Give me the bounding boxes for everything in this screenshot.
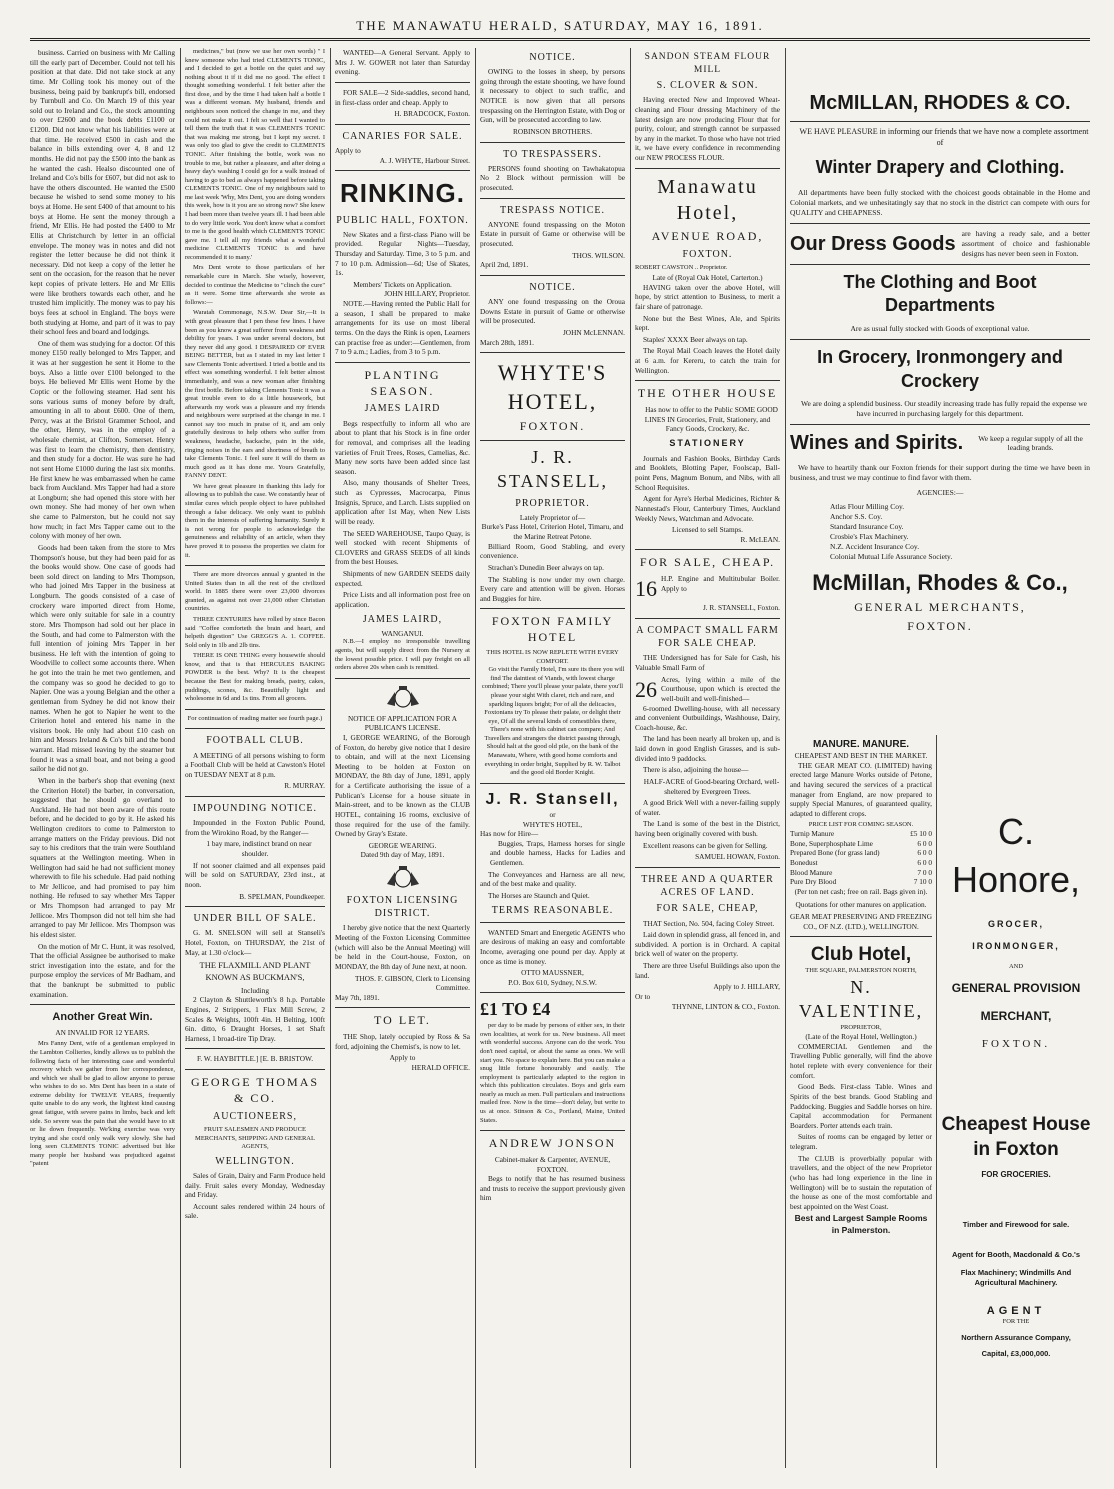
manawatu-none: None but the Best Wines, Ale, and Spirits kept.	[635, 313, 780, 333]
club-hotel-title: Club Hotel,	[810, 944, 912, 966]
jr-horses: The Horses are Staunch and Quiet.	[488, 890, 590, 900]
licensing-text: I hereby give notice that the next Quarterly Meeting of the Foxton Licensing Committee (which will also be the Annual Meeting) will be held in the Court-house, Foxton, on MONDAY, the 8th day of June next, at noon.	[335, 923, 470, 971]
honore-agent2: AGENT	[986, 1304, 1046, 1317]
sandon-sub: S. CLOVER & SON.	[656, 80, 759, 92]
land-section: THAT Section, No. 504, facing Coley Street.	[643, 918, 775, 928]
price-row: Bone, Superphosphate Lime 6 0 0	[790, 838, 932, 848]
stansell-proprietor: PROPRIETOR.	[515, 497, 590, 509]
mcmillan-grocery: In Grocery, Ironmongery and Crockery	[817, 346, 1063, 391]
coat-of-arms-icon	[383, 684, 423, 710]
manure-note: (Per ton net cash; free on rail. Bags given in).	[794, 886, 928, 896]
impound-title: IMPOUNDING NOTICE.	[192, 803, 318, 815]
sale-list: 2 Clayton & Shuttleworth's 8 h.p. Portable Engines, 2 Strippers, 1 Flax Mill Screw, 2 Scales & Weights, 100ft 4in. H Belting, 100ft 6in. ditto, 6 Draught Horses, 1 set Shaft Harness, 1 broad-tire Tip Dray.	[185, 995, 325, 1043]
divorce-note: There are more divorces annual y granted in the United States than in all the rest of the civilized world. In 1885 there were over 23,000 divorces granted, as against not over 21,000 other Christian countries.	[185, 571, 325, 613]
rinking-sign: JOHN HILLARY, Proprietor.	[384, 289, 470, 299]
mcmillan-dress-text: are having a ready sale, and a better assortment of choice and fashionable designs has never been seen in Foxton.	[961, 228, 1090, 258]
stansell-name: J. R. STANSELL,	[496, 447, 609, 491]
mcmillan-thank: We have to heartily thank our Foxton friends for their support during the time we have been in business, and trust we may continue to find favor with them.	[790, 462, 1090, 482]
canaries-sign: A. J. WHYTE, Harbour Street.	[379, 155, 470, 165]
price-row: Pure Dry Blood 7 10 0	[790, 877, 932, 887]
farm-land: The land has been nearly all broken up, and is laid down in good English Grasses, and is sub-divided into 9 paddocks.	[635, 734, 780, 763]
engine-forsale-title: FOR SALE, CHEAP.	[639, 555, 776, 570]
sale-title: UNDER BILL OF SALE.	[193, 913, 317, 925]
manawatu-place: FOXTON.	[682, 249, 733, 261]
mcmillan-wines-text: We keep a regular supply of all the leading brands.	[978, 433, 1083, 453]
jr-hotel: WHYTE'S HOTEL,	[522, 819, 583, 829]
mcmillan-grocery-text: We are doing a splendid business. Our steadily increasing trade has fully repaid the expense we have incurred in purchasing largely for this department.	[801, 399, 1087, 419]
garden-text: Shipments of new GARDEN SEEDS daily expected.	[335, 569, 470, 588]
rinking-hall: PUBLIC HALL, FOXTON.	[336, 214, 469, 226]
notice-title: NOTICE.	[529, 52, 576, 63]
family-hotel-poem: Go visit the Family Hotel, I'm sure its there you will find The daintiest of Viands, with lowest charge combined; There you'll please your palate, there you'll please your sight With claret, rich and rare, and sparkling liquors bright; For of all the delicacies, Foxtonians try To please their palate, or delight their eye, Of all the several kinds of comestibles there, There's none with his cabinet can compare; And Travellers and strangers the district passing through, Should halt at the good old pile, on the bank of the Manawatu, Where, with good home comforts and everything in order bright, Supplied by R. W. Talbot and the good old Border Knight.	[481, 666, 625, 777]
club-square: THE SQUARE, PALMERSTON NORTH,	[805, 967, 917, 975]
laird-text2: Also, many thousands of Shelter Trees, such as Cypresses, Macrocarpa, Pinus Insignis, Spruce, and Larch. Lists supplied on application after 1st May, when New Lists will be ready.	[335, 478, 470, 526]
trespass-notice-title: TRESPASS NOTICE.	[499, 204, 606, 216]
tolet-title: TO LET.	[374, 1013, 431, 1028]
column-5	[635, 48, 780, 1473]
rinking-tickets: Members' Tickets on Application.	[353, 279, 452, 289]
mcmillan-agencies-list	[790, 502, 1090, 561]
notice-text: OWING to the losses in sheep, by persons going through the estate shooting, we have found it necessary to object to such traffic, and NOTICE is now given that all persons trespassing on the Herrington Estate, with Dog or Gun, will be prosecuted according to law.	[480, 67, 625, 125]
article-paragraph: Goods had been taken from the store to Mrs Thompson's house, but they had been paid for as the books would show. One case of goods had been sold direct on landing to Mrs Thompson, who had joined Mrs Tapper in the business at Longburn. The goods consisted of a case of crockery ware imported direct from Home, which were only suitable for sale in a country store. Mrs Thompson had sold out her place in the South, and had come to Palmerston with the full intention of joining Mrs Tapper in her business. He left with the intention of going to Woodville to collect some accounts there. When he got into the train he met two gentlemen, and the company was so good he decided to go to Napier. One was a young Belgian and the other a gentleman from Sydney he did not know their names. When he got to Napier he went to the Criterion hotel and entered his name in the visitors book. He only had about £10 cash on him and Messrs Ireland & Co's bill and the bond warrant. Had missed leaving by the steamer but found it was a small boat, and not being a good sailor he did not go.	[30, 542, 175, 774]
club-proprietor-name: N. VALENTINE,	[798, 977, 924, 1021]
mcmillan-dress: Our Dress Goods	[790, 232, 956, 255]
jr-hire: Has now for Hire—	[480, 829, 539, 839]
andrew-name: ANDREW JONSON	[488, 1136, 617, 1151]
article-paragraph: We have great pleasure in thanking this lady for allowing us to publish the case. We constantly hear of similar cures which people object to have published through a false delicacy. We only want to publish them in the interests of suffering humanity. Surely it is not wrong for people to acknowledge the genuineness and reliability of an article, when they have proved it to possess the properties we claim for it.	[185, 482, 325, 559]
manure-price-table	[790, 829, 932, 887]
club-text: COMMERCIAL Gentlemen and the Travelling Public generally, will find the above hotel replete with every convenience for their comfort.	[790, 1041, 932, 1080]
mcmillan-footer-name: McMillan, Rhodes & Co.,	[812, 569, 1068, 595]
article-paragraph: Mrs Dent wrote to those particulars of her remarkable cure in March. She wisely, however, decided to continue the Medicine to "clinch the cure" as it were. Some time afterwards she wrote as follows:—	[185, 264, 325, 306]
land-thynne: THYNNE, LINTON & CO., Foxton.	[671, 1001, 780, 1011]
agency-item: Standard Insurance Coy.	[830, 522, 904, 532]
honore-ad	[941, 738, 1091, 1468]
column-4	[480, 48, 625, 1473]
agency-item: N.Z. Accident Insurance Coy.	[830, 541, 920, 551]
stationery-sign: R. McLEAN.	[740, 534, 780, 544]
laird-name-2: JAMES LAIRD,	[362, 613, 443, 625]
family-hotel-title: FOXTON FAMILY HOTEL	[491, 614, 614, 645]
baking-note: THERE IS ONE THING every housewife should know, and that is that HERCULES BAKING POWDER is the best. Why? It is the cheapest because the Best for making breads, pastry, cakes, puddings, scones, &c. Beautifully light and wholesome in 6d and 1s tins. From all grocers.	[185, 652, 325, 703]
impound-text: Impounded in the Foxton Public Pound, from the Wirokino Road, by the Ranger—	[185, 818, 325, 837]
honore-forthe: FOR THE	[1002, 1318, 1030, 1326]
farm-reasons: Excellent reasons can be given for Selling.	[643, 840, 768, 850]
article-paragraph: business. Carried on business with Mr Calling till the early part of December. Could not tell his position at that date. Did not take stock at any time. Mr Colling took his money out of the business, being paid by bankrupt's bill, endorsed by Turnbull and Co. On March 19 of this year sold out to Ireland and Co., the stock amounting to over £2600 and the book debts £1100 or £1200. Did not know what his liabilities were at that time. He received £500 in cash and the balance in bills extending over 4, 8 and 12 months. He did not pay the £500 into the bank as he wanted the cash. Healso discounted one of Ireland and Co's bills for £607, but did not ask to have the others discounted. He wanted the £500 because he wished to send some money to his boys at Home. He sent £400 of that amount to his boys at Home. He sent the money through a friend, Mr Ellis. He had posted the £400 to Mr Ellis at Christchurch by letter in an official envelope. The money was in notes and did not register the letter because he did not think it necessary. Did not keep a copy of the letter he sent on the occasion, for the reason that he never kept copies of private letters. He and Mr Ellis were like brothers towards each other, and he trusted him implicitly. The money was to pay his boys fees at school in England. The boys were both studying at Home, and part of it was to pay their school fees and board and lodgings.	[30, 48, 175, 337]
stationery-title: STATIONERY	[669, 437, 746, 448]
coat-of-arms-icon	[383, 864, 423, 890]
rinking-note: NOTE.—Having rented the Public Hall for a season, I shall be prepared to make arrangements for its use on most liberal terms. On the days the Rink is open, Learners can practise free as under:—Gentlemen, from 7 to 9 a.m.; Ladies, from 3 to 5 p.m.	[335, 299, 470, 357]
notice-pub-text: I, GEORGE WEARING, of the Borough of Foxton, do hereby give notice that I desire to obtain, and will at the next Licensing Meeting to be holden at Foxton on MONDAY, the 8th day of June, 1891, apply for a Certificate authorising the issue of a Publican's License for a house situate in Main-street, and to be known as the CLUB HOTEL, containing 16 rooms, exclusive of those required for the use of the family. Owned by Gray's Estate.	[335, 732, 470, 839]
column-3	[335, 48, 470, 1473]
agency-item: Colonial Mutual Life Assurance Society.	[830, 551, 953, 561]
jr-conveyances: The Conveyances and Harness are all new, and of the best make and quality.	[480, 869, 625, 889]
price-row: Prepared Bone (for grass land) 6 0 0	[790, 848, 932, 858]
notice-pub-sign: GEORGE WEARING.	[368, 840, 437, 850]
land-apply: Apply to J. HILLARY,	[713, 982, 780, 992]
mcmillan-clothing: The Clothing and Boot Departments	[843, 271, 1037, 316]
stansell-strachan: Strachan's Dunedin Beer always on tap.	[488, 562, 605, 572]
club-late: (Late of the Royal Hotel, Wellington.)	[805, 1032, 917, 1042]
andrew-text: Begs to notify that he has resumed business and trusts to receive the support previously given him	[480, 1174, 625, 1203]
notice-pub-title: NOTICE OF APPLICATION FOR A PUBLICAN'S LICENSE.	[347, 713, 458, 733]
article-paragraph: One of them was studying for a doctor. Of this money £150 really belonged to Mrs Tapper, and it was at her suggestion he sent it Home to the boys. Also a little over £100 belonged to the boys. He believed Mr Ellis went Home by the Coptic or the following steamer. Had sent his sons various sums of money before by draft, amounting in all to about £600. One of them, Percy, was at the Bristol Grammer School, and the other, Henry, was in the employ of a wholesale chemist, at Clifton, Somerset. Henry was first to learn the chemistry, then dentistry, and then study for a doctor. He was sure he had not sent Home £1000 during the last six months. He first knew he was embarrassed when he came back from Auckland. Mrs Tapper had had a store at Longburn; she had opened this store with her own money. She had money of her own when she came to Palmerston, but he could not say how much; in fact Mrs Tapper came out to the colony with money of her own.	[30, 338, 175, 541]
club-text3: Suites of rooms can be engaged by letter or telegram.	[790, 1132, 932, 1151]
other-house-title: THE OTHER HOUSE	[637, 386, 778, 401]
column-1	[30, 48, 175, 1473]
column-2	[185, 48, 325, 1473]
column-rule	[330, 48, 331, 1468]
tolet-apply: Apply to	[389, 1053, 416, 1063]
price-row: Bonedust 6 0 0	[790, 858, 932, 868]
trespass-notice-sign: THOS. WILSON.	[572, 250, 625, 260]
stationery-agent: Agent for Ayre's Herbal Medicines, Richter & Nannestad's Flour, Canterbury Times, Auckland Weekly News, Watchman and Advocate.	[635, 494, 780, 523]
notice2-text: ANY one found trespassing on the Oroua Downs Estate in pursuit of Game or otherwise will be prosecuted.	[480, 297, 625, 326]
agency-item: Atlas Flour Milling Coy.	[830, 502, 905, 512]
coffee-note: THREE CENTURIES have rolled by since Bacon said "Coffee comforteth the brain and heart, and helpeth digestion" Use GREGG'S A. 1. COFFEE. Sold only in 1lb and 2lb tins.	[185, 616, 325, 649]
honore-name: C. Honore,	[951, 811, 1081, 900]
honore-capital: Capital, £3,000,000.	[981, 1348, 1051, 1358]
land-forsale: FOR SALE, CHEAP,	[656, 903, 759, 915]
manawatu-having: HAVING taken over the above Hotel, will hope, by strict attention to Business, to merit a fair share of patronage.	[635, 282, 780, 311]
trespass-notice-date: April 2nd, 1891.	[480, 260, 529, 270]
continuation-note: For continuation of reading matter see fourth page.)	[187, 714, 323, 722]
honore-iron: IRONMONGER,	[972, 940, 1060, 951]
honore-foxton: FOXTON.	[981, 1038, 1051, 1051]
mcmillan-ad	[790, 48, 1090, 728]
stansell-billiard: Billiard Room, Good Stabling, and every convenience.	[480, 541, 625, 561]
perday-text: per day to be made by persons of either sex, in their own localities, at work for us. New business. All meet with wonderful success. Anyone can do the work. You don't need capital, or about the same as ones. We will start you. No space to explain here. But you can make a snug little fortune honourably and easily. The employment is particularly adapted to the region in which this publication circulates. Boys and girls earn nearly as much as men. Full particulars and instructions mailed free. Now is the time—don't delay, but write to us at once. Stinson & Co., Portland, Maine, United States.	[480, 1022, 625, 1124]
farm-text: THE Undersigned has for Sale for Cash, his Valuable Small Farm of	[635, 653, 780, 672]
honore-for: FOR GROCERIES.	[981, 1169, 1051, 1179]
jr-hire-list: Buggies, Traps, Harness horses for single and double harness, Hacks for Ladies and Gentlemen.	[490, 838, 625, 868]
notice-pub-date: Dated 9th day of May, 1891.	[360, 850, 445, 860]
maussner-name: OTTO MAUSSNER,	[521, 968, 584, 978]
andrew-sub: Cabinet-maker & Carpenter, AVENUE, FOXTON.	[494, 1154, 611, 1174]
thomas-sub: AUCTIONEERS,	[213, 1110, 297, 1122]
notice2-date: March 28th, 1891.	[480, 337, 534, 347]
mcmillan-departments: All departments have been fully stocked with the choicest goods obtainable in the Home and Colonial markets, and we unhesitatingly say that no stock in the district can compete with ours for QUALITY and CHEAPNESS.	[790, 188, 1090, 218]
thomas-line: FRUIT SALESMEN AND PRODUCE MERCHANTS, SHIPPING AND GENERAL AGENTS,	[195, 1125, 315, 1151]
manawatu-hotel-title: Manawatu Hotel,	[657, 175, 758, 225]
forsale-sign: H. BRADCOCK, Foxton.	[394, 109, 470, 119]
maussner-box: P.O. Box 610, Sydney, N.S.W.	[508, 977, 597, 987]
farm-acres-text: Acres, lying within a mile of the Courthouse, upon which is erected the well-built and well-finished—	[661, 674, 780, 703]
other-house-text: Has now to offer to the Public SOME GOOD LINES IN Groceries, Fruit, Stationery, and Fancy Goods, Crockery, &c.	[644, 405, 778, 434]
honore-timber: Timber and Firewood for sale.	[962, 1220, 1070, 1230]
jr-terms: TERMS REASONABLE.	[491, 904, 614, 916]
manawatu-late: Late of (Royal Oak Hotel, Carterton.)	[652, 273, 763, 282]
laird-nb: N.B.—I employ no irresponsible travelling agents, but will supply direct from the Nursery at the lowest possible price. I will pay freight on all orders above 20s when cash is remitted.	[335, 638, 470, 672]
impound-sign: B. SPELMAN, Poundkeeper.	[239, 891, 325, 901]
honore-cheapest: Cheapest House in Foxton	[941, 1113, 1091, 1160]
seed-text: The SEED WAREHOUSE, Taupo Quay, is well stocked with recent Shipments of CLOVERS and GRASS SEEDS of all kinds from the best Houses.	[335, 528, 470, 567]
mcmillan-winter: Winter Drapery and Clothing.	[815, 157, 1065, 178]
manure-title: MANURE. MANURE.	[812, 739, 910, 750]
licensing-title: FOXTON LICENSING DISTRICT.	[346, 895, 459, 920]
land-buildings: There are three Useful Buildings also upon the land.	[635, 961, 780, 980]
column-rule	[785, 48, 786, 1468]
agency-item: Anchor S.S. Coy.	[830, 512, 883, 522]
engine-text: H.P. Engine and Multitubular Boiler. Apply to	[661, 574, 780, 593]
article-paragraph: medicines," but (now we use her own words) " I knew someone who had tried CLEMENTS TONIC, and I decided to get a bottle on the quiet and say nothing about it if it did me no good. The effect I thought something wonderful. I felt better after the first dose, and by the time I had taken half a bottle I was a different woman. My husband, friends and neighbours soon noticed the change in me, and they could not make it out. I felt so well that I wanted to tell them the truth that it was CLEMENTS TONIC that was making me strong, but I kept my secret. I was only too glad to give the credit to CLEMENTS TONIC. After finishing the bottle, work was no trouble to me, but rather a pleasure, and after doing a heavy day's washing I could go for a walk instead of having to go to bed as always happened before taking CLEMENTS TONIC. One of my neighbours said to me last week 'Why, Mrs Dent, you are doing wonders this week, how is it you are so strong now? She knew I had been more than twelve years ill. I had been able to do very little work. You don't know what a comfort to me is the good health which CLEMENTS TONIC gave me. I tell all my friends what a wonderful medicine CLEMENTS TONIC is and have recommended it to many.'	[185, 48, 325, 261]
farm-sign: SAMUEL HOWAN, Foxton.	[695, 852, 780, 862]
price-row: Blood Manure 7 0 0	[790, 867, 932, 877]
licensing-sign: THOS. F. GIBSON, Clerk to Licensing Committee.	[355, 973, 470, 993]
laird-place: WANGANUI.	[381, 628, 424, 638]
manawatu-staples: Staples' XXXX Beer always on tap.	[643, 334, 748, 344]
stansell-burke: Burke's Pass Hotel, Criterion Hotel, Timaru, and the Marine Retreat Petone.	[481, 522, 624, 542]
honore-agent: Agent for Booth, Macdonald & Co.'s	[951, 1250, 1081, 1260]
canaries-title: CANARIES FOR SALE.	[342, 130, 463, 142]
manure-club-column	[790, 738, 932, 1468]
whyte-hotel-title: WHYTE'S HOTEL,	[497, 360, 608, 415]
trespassers-title: TO TRESPASSERS.	[503, 148, 602, 160]
story-subtitle: AN INVALID FOR 12 YEARS.	[55, 1027, 150, 1037]
stansell-stabling: The Stabling is now under my own charge. Every care and attention will be given. Horses and Buggies for hire.	[480, 574, 625, 603]
trespass-notice-text: ANYONE found trespassing on the Moton Estate in pursuit of Game or otherwise will be prosecuted.	[480, 219, 625, 249]
mcmillan-title: McMILLAN, RHODES & CO.	[809, 92, 1071, 114]
football-sign: R. MURRAY.	[284, 781, 325, 791]
thomas-text2: Account sales rendered within 24 hours of sale.	[185, 1201, 325, 1221]
trespassers-text: PERSONS found shooting on Tawhakatopua No 2 Block without permission will be prosecuted.	[480, 163, 625, 192]
club-footer: Best and Largest Sample Rooms in Palmerston.	[794, 1213, 928, 1235]
engine-sign: J. R. STANSELL, Foxton.	[702, 603, 780, 613]
farm-orchard: HALF-ACRE of Good-bearing Orchard, well-sheltered by Evergreen Trees.	[643, 776, 780, 796]
farm-dwelling: 6-roomed Dwelling-house, with all necessary and convenient Outbuildings, Washhouse, Dairy, Coach-house, &c.	[635, 703, 780, 732]
column-rule	[936, 735, 937, 1468]
article-paragraph: On the motion of Mr C. Hunt, it was resolved, That the official Assignee be authorised to make strict investigation into the estate, and for the purpose employ the services of Mr Badham, and that the bankrupt be submitted to public examination.	[30, 941, 175, 999]
forsale-ad: FOR SALE—2 Side-saddles, second hand, in first-class order and cheap. Apply to	[335, 87, 470, 107]
football-text: A MEETING of all persons wishing to form a Football Club will be held at Cawston's Hotel on TUESDAY NEXT at 8 p.m.	[185, 750, 325, 779]
tolet-text: THE Shop, lately occupied by Ross & Sa ford, adjoining the Chemist's, is now to let.	[335, 1032, 470, 1051]
notice2-title: NOTICE.	[529, 281, 576, 293]
football-title: FOOTBALL CLUB.	[206, 735, 304, 747]
mcmillan-pleasure: WE HAVE PLEASURE in informing our friends that we have now a complete assortment of	[799, 127, 1089, 147]
article-paragraph: Waratah Commonage, N.S.W. Dear Sir,—It is with great pleasure that I pen these few lines. I have been as you know a great sufferer from weakness and debility for years. I was under several doctors, but they never did any good. I DESPAIRED OF EVER BEING BETTER, but as I stated in my last letter I saw Clements Tonic advertised. I tried a bottle and its effect was something wonderful. I felt better almost immediately, and was a new woman after finishing the first bottle. Before taking Clements Tonic it was a great trouble even to do a little housework, but afterwards my work was a pleasure and my friends and neighbours were surprised at the change in me. I cannot say too much in praise of it, and am only gratefully desirous to help others who suffer from weakness, headache, backache, pain in the side, ringing noises in the ears and shortness of breath to take Clements Tonic. I feel sure it will do them as much good as it has done me. Yours Gratefully, FANNY DENT.	[185, 309, 325, 480]
impound-text2: If not sooner claimed and all expenses paid will be sold on SATURDAY, 23rd inst., at noon.	[185, 860, 325, 889]
sale-item: THE FLAXMILL AND PLANT KNOWN AS BUCKMAN'S,	[199, 960, 311, 982]
article-paragraph: When in the barber's shop that evening (next the Criterion Hotel) the barber, in conversation, suggested that he should go overland to Auckland. He had not been aware of this route before, and he decided to go by it. He asked his Wellington creditors to come to Palmerston to arrange matters on the Friday previous. Did not say to his creditors that the train were Southland squatters at the Wellington meeting. When in Wellington had said he had not sufficient money wherewith to file his schedule. Had paid nothing to Mr Jellicoe, and had promised to pay him nothing. He refused to say whether Mrs Tapper or Mrs Thompson had arranged to pay Mr Jellicoe. Mrs Thompson did not tell him she had arranged to pay Mr Jellicoe. Mrs Thompson was his eldest sister.	[30, 775, 175, 939]
price-row: Turnip Manure £5 10 0	[790, 829, 932, 839]
manawatu-mail: The Royal Mail Coach leaves the Hotel daily at 6 a.m. for Kereru, to catch the train for Wellington.	[635, 346, 780, 375]
rinking-text: New Skates and a first-class Piano will be provided. Regular Nights—Tuesday, Thursday and Saturday. Time, 3 to 5 p.m. and 7 to 10 p.m. Admission—6d; Use of Skates, 1s.	[335, 229, 470, 278]
manure-text: THE GEAR MEAT CO. (LIMITED) having erected large Manure Works outside of Petone, and having secured the services of a practical manager from England, are now prepared to supply Special Manures, of guaranteed quality, adapted to different crops.	[790, 760, 932, 818]
wanted-ad: WANTED—A General Servant. Apply to Mrs J. W. GOWER not later than Saturday evening.	[335, 48, 470, 77]
thomas-place: WELLINGTON.	[215, 1155, 295, 1167]
tolet-sign: HERALD OFFICE.	[411, 1063, 470, 1073]
sale-text: G. M. SNELSON will sell at Stanseli's Hotel, Foxton, on THURSDAY, the 21st of May, at 1.30 o'clock—	[185, 928, 325, 957]
farm-adjoining: There is also, adjoining the house—	[643, 765, 749, 775]
manure-price-title: PRICE LIST FOR COMING SEASON.	[808, 820, 914, 828]
farm-best: The Land is some of the best in the District, having been originally covered with bush.	[635, 819, 780, 839]
canaries-apply: Apply to	[335, 145, 361, 155]
farm-acres: 26	[635, 676, 657, 702]
column-rule	[475, 48, 476, 1468]
honore-flax: Flax Machinery; Windmills And Agricultural Machinery.	[960, 1268, 1072, 1287]
mcmillan-footer-sub: GENERAL MERCHANTS,	[854, 599, 1026, 614]
masthead: THE MANAWATU HERALD, SATURDAY, MAY 16, 1891.	[30, 18, 1090, 41]
jr-or: or	[549, 809, 556, 819]
column-rule	[630, 48, 631, 1468]
manawatu-avenue: AVENUE ROAD,	[651, 229, 764, 244]
mcmillan-agencies: AGENCIES:—	[916, 488, 964, 498]
column-rule	[180, 48, 181, 1468]
land-laid: Laid down in splendid grass, all fenced in, and subdivided. A portion is in Orchard. A capital brick well of water on the property.	[635, 930, 780, 959]
sale-footer: F. W. HAYBITTLE.] [E. B. BRISTOW.	[196, 1054, 314, 1064]
story-title: Another Great Win.	[52, 1011, 153, 1024]
club-text2: Good Beds. First-class Table. Wines and Spirits of the best brands. Good Stabling and Paddocking. Buggies and Saddle horses on hire. Capital accommodation for Permanent Boarders. Porter attends each train.	[790, 1082, 932, 1130]
honore-general: GENERAL PROVISION	[951, 981, 1081, 996]
whyte-place: FOXTON.	[519, 419, 586, 434]
land-or: Or to	[635, 991, 651, 1001]
club-proprietor-label: PROPRIETOR,	[840, 1023, 882, 1031]
mcmillan-wines: Wines and Spirits.	[790, 432, 964, 455]
thomas-text: Sales of Grain, Dairy and Farm Produce held daily. Fruit sales every Monday, Wednesday and Friday.	[185, 1170, 325, 1200]
land-title: THREE AND A QUARTER ACRES OF LAND.	[641, 873, 774, 899]
manure-sub: CHEAPEST AND BEST IN THE MARKET.	[794, 751, 928, 761]
sandon-title: SANDON STEAM FLOUR MILL	[644, 52, 771, 75]
agency-item: Crosbie's Flax Machinery.	[830, 531, 909, 541]
impound-item: 1 bay mare, indistinct brand on near shoulder.	[206, 839, 312, 859]
stationery-stamps: Licensed to sell Stamps.	[672, 525, 743, 535]
honore-northern: Northern Assurance Company,	[961, 1332, 1071, 1342]
stansell-lately: Lately Proprietor of—	[519, 512, 586, 522]
engine-hp: 16	[635, 576, 657, 602]
sale-including: Including	[241, 985, 269, 995]
family-hotel-replete: THIS HOTEL IS NOW REPLETE WITH EVERY COMFORT.	[486, 649, 619, 665]
farm-title: A COMPACT SMALL FARM FOR SALE CHEAP.	[636, 624, 779, 650]
rinking-title: RINKING.	[340, 178, 465, 209]
agents-wanted: WANTED Smart and Energetic AGENTS who are desirous of making an easy and comfortable Income, averaging one pound per day. Apply at once as time is money.	[480, 927, 625, 966]
manawatu-proprietor: ROBERT CAWSTON .. Proprietor.	[635, 264, 728, 272]
mcmillan-clothing-text: Are as usual fully stocked with Goods of exceptional value.	[850, 324, 1030, 334]
jr-stansell: J. R. Stansell,	[485, 790, 620, 808]
licensing-date: May 7th, 1891.	[335, 992, 380, 1002]
perday-amount: £1 TO £4	[480, 999, 551, 1020]
manure-quotations: Quotations for other manures on application.	[795, 899, 927, 909]
honore-and: AND	[1008, 962, 1024, 970]
prices-text: Price Lists and all information post free on application.	[335, 590, 470, 609]
farm-well: A good Brick Well with a never-failing supply of water.	[635, 798, 780, 817]
laird-name: JAMES LAIRD	[364, 403, 441, 415]
notice2-sign: JOHN McLENNAN.	[562, 328, 625, 337]
manure-company: GEAR MEAT PRESERVING AND FREEZING CO., OF N.Z. (LTD.), WELLINGTON.	[790, 912, 932, 931]
laird-text: Begs respectfully to inform all who are about to plant that his Stock is in fine order for removal, and comprises all the leading varieties of Fruit Trees, Roses, Camelias, &c. Many new sorts have been added since last season.	[335, 418, 470, 476]
honore-grocer: GROCER,	[987, 919, 1044, 930]
honore-merchant: MERCHANT,	[980, 1009, 1052, 1024]
story-text: Mrs Fanny Dent, wife of a gentleman employed in the Lambton Collieries, kindly allows us to publish the following facts of her interesting case and wonderful recovery which we gather from her correspondence, and which we shall be glad to allow anyone to peruse who wishes to do so. Mrs Dent has been in a state of extreme debility for TWELVE YEARS, frequently quite unable to do any work, the lightest kind causing great fatigue, with severe pains in limbs, back and left side. So severe was the pain that she would have to sit or lie down frequently. We'king exercise was very trying and she cou'd only walk very slowly. She had long seen CLEMENTS TONIC advertised but like many people her husband was prejudiced against "patent	[30, 1040, 175, 1168]
club-text4: The CLUB is proverbially popular with travellers, and the object of the new Proprietor (who has had long experience in the line in Wellington) will be to sustain the reputation of the house as one of the most comfortable and best appointed on the West Coast.	[790, 1153, 932, 1211]
thomas-title: GEORGE THOMAS & CO.	[190, 1075, 320, 1105]
notice-sign: ROBINSON BROTHERS.	[512, 126, 593, 136]
sandon-text: Having erected New and Improved Wheat-cleaning and Flour dressing Machinery of the latest design are now producing Flour that for purity, colour, and strength cannot be surpassed by any in the market. To those who have not tried it, we have every confidence in recommending our NEW PROCESS FLOUR.	[635, 95, 780, 162]
mcmillan-footer-place: FOXTON.	[907, 618, 973, 633]
stationery-text: Journals and Fashion Books, Birthday Cards and Booklets, Blotting Paper, Foolscap, Ball-point Pens, Magnum Bonum, and Nibs, with all School Requisites.	[635, 453, 780, 492]
planting-title: PLANTING SEASON.	[364, 367, 441, 398]
